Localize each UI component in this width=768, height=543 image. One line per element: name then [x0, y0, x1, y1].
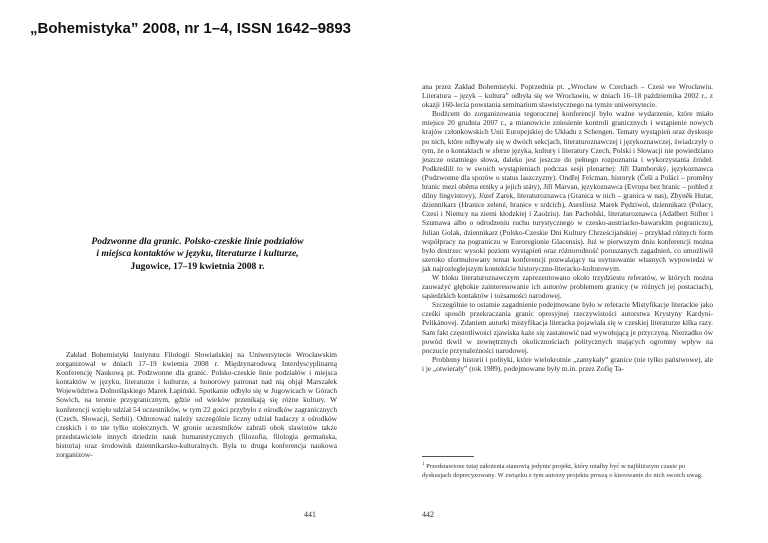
right-page-body — [422, 82, 713, 373]
footnote-text: Przedstawione tutaj założenia stanowią jedynie projekt, który miałby być w najbliższym czasie po dyskusjach doprecyzowany. W związku z tym autorzy projektu proszą o kierowanie do nich swoich uwag. — [422, 463, 703, 479]
review-title-line-2: i miejsca kontaktów w języku, literaturze i kulturze, — [96, 248, 299, 260]
right-paragraph-5: Problemy historii i polityki, które wielokrotnie „zamykały” granice (nie tylko państwowe), ale i je „otwierały” (rok 1989), podejmowane były m.in. przez Zofię Ta- — [422, 354, 713, 373]
page-number-right: 442 — [422, 510, 434, 519]
left-page-body — [56, 350, 337, 459]
review-title-date: Jugowice, 17–19 kwietnia 2008 r. — [130, 260, 265, 272]
left-page-paragraph: Zakład Bohemistyki Instytutu Filologii Słowiańskiej na Uniwersytecie Wrocławskim zorganizował w dniach 17–19 kwietnia 2008 r. Międzynarodową Interdyscyplinarną Konferencję Naukową pt. Podzwonne dla granic. Polsko-czeskie linie podziałów i miejsca kontaktów w języku, literaturze i kulturze, a honorowy patronat nad nią objął Marszałek Województwa Dolnośląskiego Marek Łapiński. Spotkanie odbyło się w Jugowicach w Górach Sowich, na terenie przygranicznym, gdzie od wieków przenikają się różne kultury. W konferencji wzięło udział 54 uczestników, w tym 22 gości przybyło z ośrodków zagranicznych (Czech, Słowacji, Serbii). Odnotować należy szczególnie liczny udział badaczy z ośrodków czeskich i to nie tylko stołecznych. W gronie uczestników zabrali obok slawistów także przedstawiciele innych dziedzin nauk humanistycznych (filozofia, filologia germańska, historia) oraz środowisk dziennikarsko-kulturalnych. Była to druga konferencja naukowa zorganizow- — [56, 350, 337, 460]
footnote-divider — [422, 456, 474, 457]
right-paragraph-2: Bodźcem do zorganizowania tegorocznej konferencji było ważne wydarzenie, które miało miejsce 20 grudnia 2007 r., a mianowicie zniesienie kontroli granicznych i wstąpienie nowych krajów członkowskich Unii Europejskiej do Układu z Schengen. Tematy wystąpień oraz dyskusje po nich, które odbywały się w dwóch sekcjach, literaturoznawczej i językoznawczej, świadczyły o tym, że o kontaktach w sferze języka, kultury i literatury Czech, Polski i Słowacji nie powiedziano jeszcze ostatniego słowa, daleko jest jeszcze do pełnego rozpoznania i wykorzystania źródeł. Podkreślili to w swoich wystąpieniach podczas sesji plenarnej: Jiří Damborský, językoznawca (Podzwonne dla sporów o status laszczyzny). Ondřej Felcman, historyk (Češi a Poláci – proměny hranic mezi oběma etniky a jejich státy), Jiří Marvan, językoznawca (Evropa bez hranic – pohled z dílny lingvistovy), Józef Zarek, literaturoznawca (Granica w nich – granica w nas), Zbyněk Hutar, dziennikarz (Hranice zelené, hranice v srdcích), Aureliusz Marek Pędziwol, dziennikarz (Polacy, Czesi i Niemcy na ziemi kłodzkiej i Zaolziu). Jan Pacholski, literaturoznawca (Adalbert Stifter i Szumawa albo o odrodzeniu ruchu turystycznego w czesko-austriacko-bawarskim pograniczu), Julian Golak, dziennikarz (Polsko-Czeskie Dni Kultury Chrześcijańskiej – przykład różnych form współpracy na pograniczu w Euroregionie Glacensis). Już w pierwszym dniu konferencji można było dostrzec wysoki poziom wystąpień oraz różnorodność poruszanych zagadnień, co umożliwił szeroko sformułowany temat konferencji pozwalający na usytuowanie własnych wypowiedzi w jak najrozleglejszym kontekście historyczno-literacko-kulturowym. — [422, 109, 713, 273]
review-title — [66, 236, 329, 273]
footnote — [422, 462, 713, 480]
review-title-line-1: Podzwonne dla granic. Polsko-czeskie linie podziałów — [91, 236, 304, 247]
right-paragraph-3: W bloku literaturoznawczym zaprezentowano około trzydziestu referatów, w których można zauważyć głębokie zainteresowanie ich autorów problemem granicy (w różnych jej postaciach), sąsiedzkich kontaktów i tożsamości narodowej. — [422, 272, 713, 301]
footnote-marker: 1 — [422, 462, 425, 467]
journal-header: „Bohemistyka” 2008, nr 1–4, ISSN 1642–9893 — [30, 20, 352, 37]
page-number-left: 441 — [304, 510, 316, 519]
right-paragraph-4: Szczególnie to ostatnie zagadnienie podejmowane było w referacie Mistyfikacje literackie jako cześki sposób przekraczania granic opresyjnej rzeczywistości autorstwa Krystyny Kardyni-Pelikánovej. Zdaniem autorki mistyfikacja literacka pojawiała się w czeskiej literaturze kilka razy. Sam fakt częstotliwości zjawiska każe się zastanowić nad wywołującą je przyczyną. Nierzadko ów powód tkwił w zewnętrznych okolicznościach politycznych mających ogromny wpływ na poczucie przynależności narodowej. — [422, 300, 713, 355]
right-paragraph-1: ana przez Zakład Bohemistyki. Poprzednia pt. „Wrocław w Czechach – Czesi we Wrocławiu. Literatura – język – kultura” odbyła się we Wrocławiu, w dniach 16–18 października 2002 r., z okazji 160-lecia powstania seminarium slawistycznego na tymże uniwersytecie. — [422, 82, 713, 110]
